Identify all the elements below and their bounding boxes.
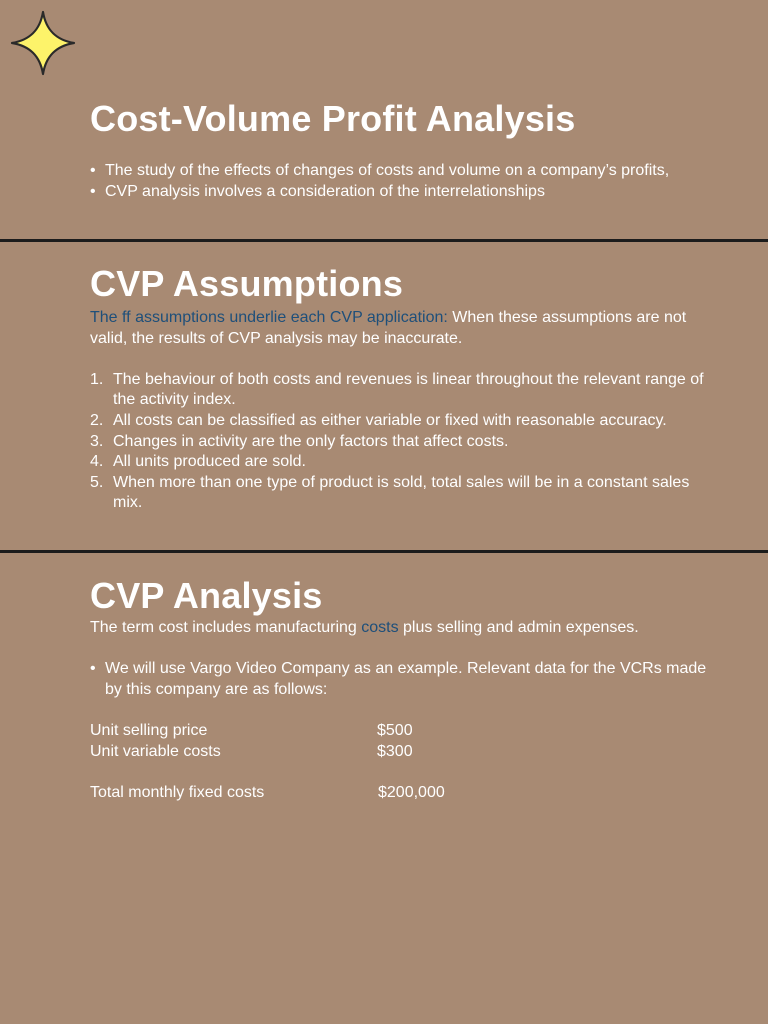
list-item: • We will use Vargo Video Company as an example. Relevant data for the VCRs made by this company are as follows: xyxy=(90,659,710,700)
row-value: $300 xyxy=(377,742,413,760)
list-item-text: The behaviour of both costs and revenues is linear throughout the relevant range of the activity index. xyxy=(113,370,704,409)
section-title: Cost-Volume Profit Analysis xyxy=(90,98,576,139)
list-item: • The study of the effects of changes of costs and volume on a company’s profits, xyxy=(90,161,710,182)
row-label: Unit selling price xyxy=(90,721,208,739)
costs-link-text[interactable]: costs xyxy=(361,619,399,636)
list-number: 5. xyxy=(90,473,104,491)
section-title: CVP Assumptions xyxy=(90,263,404,304)
list-item xyxy=(90,473,710,514)
row-label: Total monthly fixed costs xyxy=(90,783,265,801)
data-row xyxy=(90,742,710,763)
list-item-text: All costs can be classified as either variable or fixed with reasonable accuracy. xyxy=(113,411,667,429)
intro-link-text[interactable]: The ff assumptions underlie each CVP application: xyxy=(90,309,448,326)
list-number: 1. xyxy=(90,370,104,388)
section-intro xyxy=(90,308,710,349)
list-item: • CVP analysis involves a consideration of the interrelationships xyxy=(90,182,710,203)
section-cvp-assumptions xyxy=(90,264,710,514)
section-cvp-analysis xyxy=(90,576,710,803)
list-number: 3. xyxy=(90,432,104,450)
section-intro xyxy=(90,618,710,639)
intro-text: plus selling and admin expenses. xyxy=(398,619,639,636)
list-item xyxy=(90,432,710,453)
intro-text: The term cost includes manufacturing xyxy=(90,619,362,636)
list-item xyxy=(90,452,710,473)
list-item-text: All units produced are sold. xyxy=(113,453,306,471)
list-item xyxy=(90,370,710,411)
data-row xyxy=(90,783,710,804)
bullet-list xyxy=(90,161,710,202)
section-divider xyxy=(0,239,768,242)
section-cost-volume-profit xyxy=(90,99,710,202)
sparkle-star-icon xyxy=(10,10,76,76)
list-item-text: When more than one type of product is sold, total sales will be in a constant sales mix. xyxy=(113,473,690,512)
list-item xyxy=(90,411,710,432)
data-table xyxy=(90,721,710,803)
row-value: $500 xyxy=(377,721,413,739)
bullet-list xyxy=(90,659,710,700)
section-divider xyxy=(0,550,768,553)
list-number: 2. xyxy=(90,411,104,429)
data-row xyxy=(90,721,710,742)
list-item-text: Changes in activity are the only factors that affect costs. xyxy=(113,432,509,450)
row-label: Unit variable costs xyxy=(90,742,221,760)
intro-text: When these assumptions are not valid, the results of CVP analysis may be inaccurate. xyxy=(90,309,687,347)
numbered-list xyxy=(90,370,710,514)
section-title: CVP Analysis xyxy=(90,575,323,616)
list-number: 4. xyxy=(90,453,104,471)
row-value: $200,000 xyxy=(378,783,445,801)
